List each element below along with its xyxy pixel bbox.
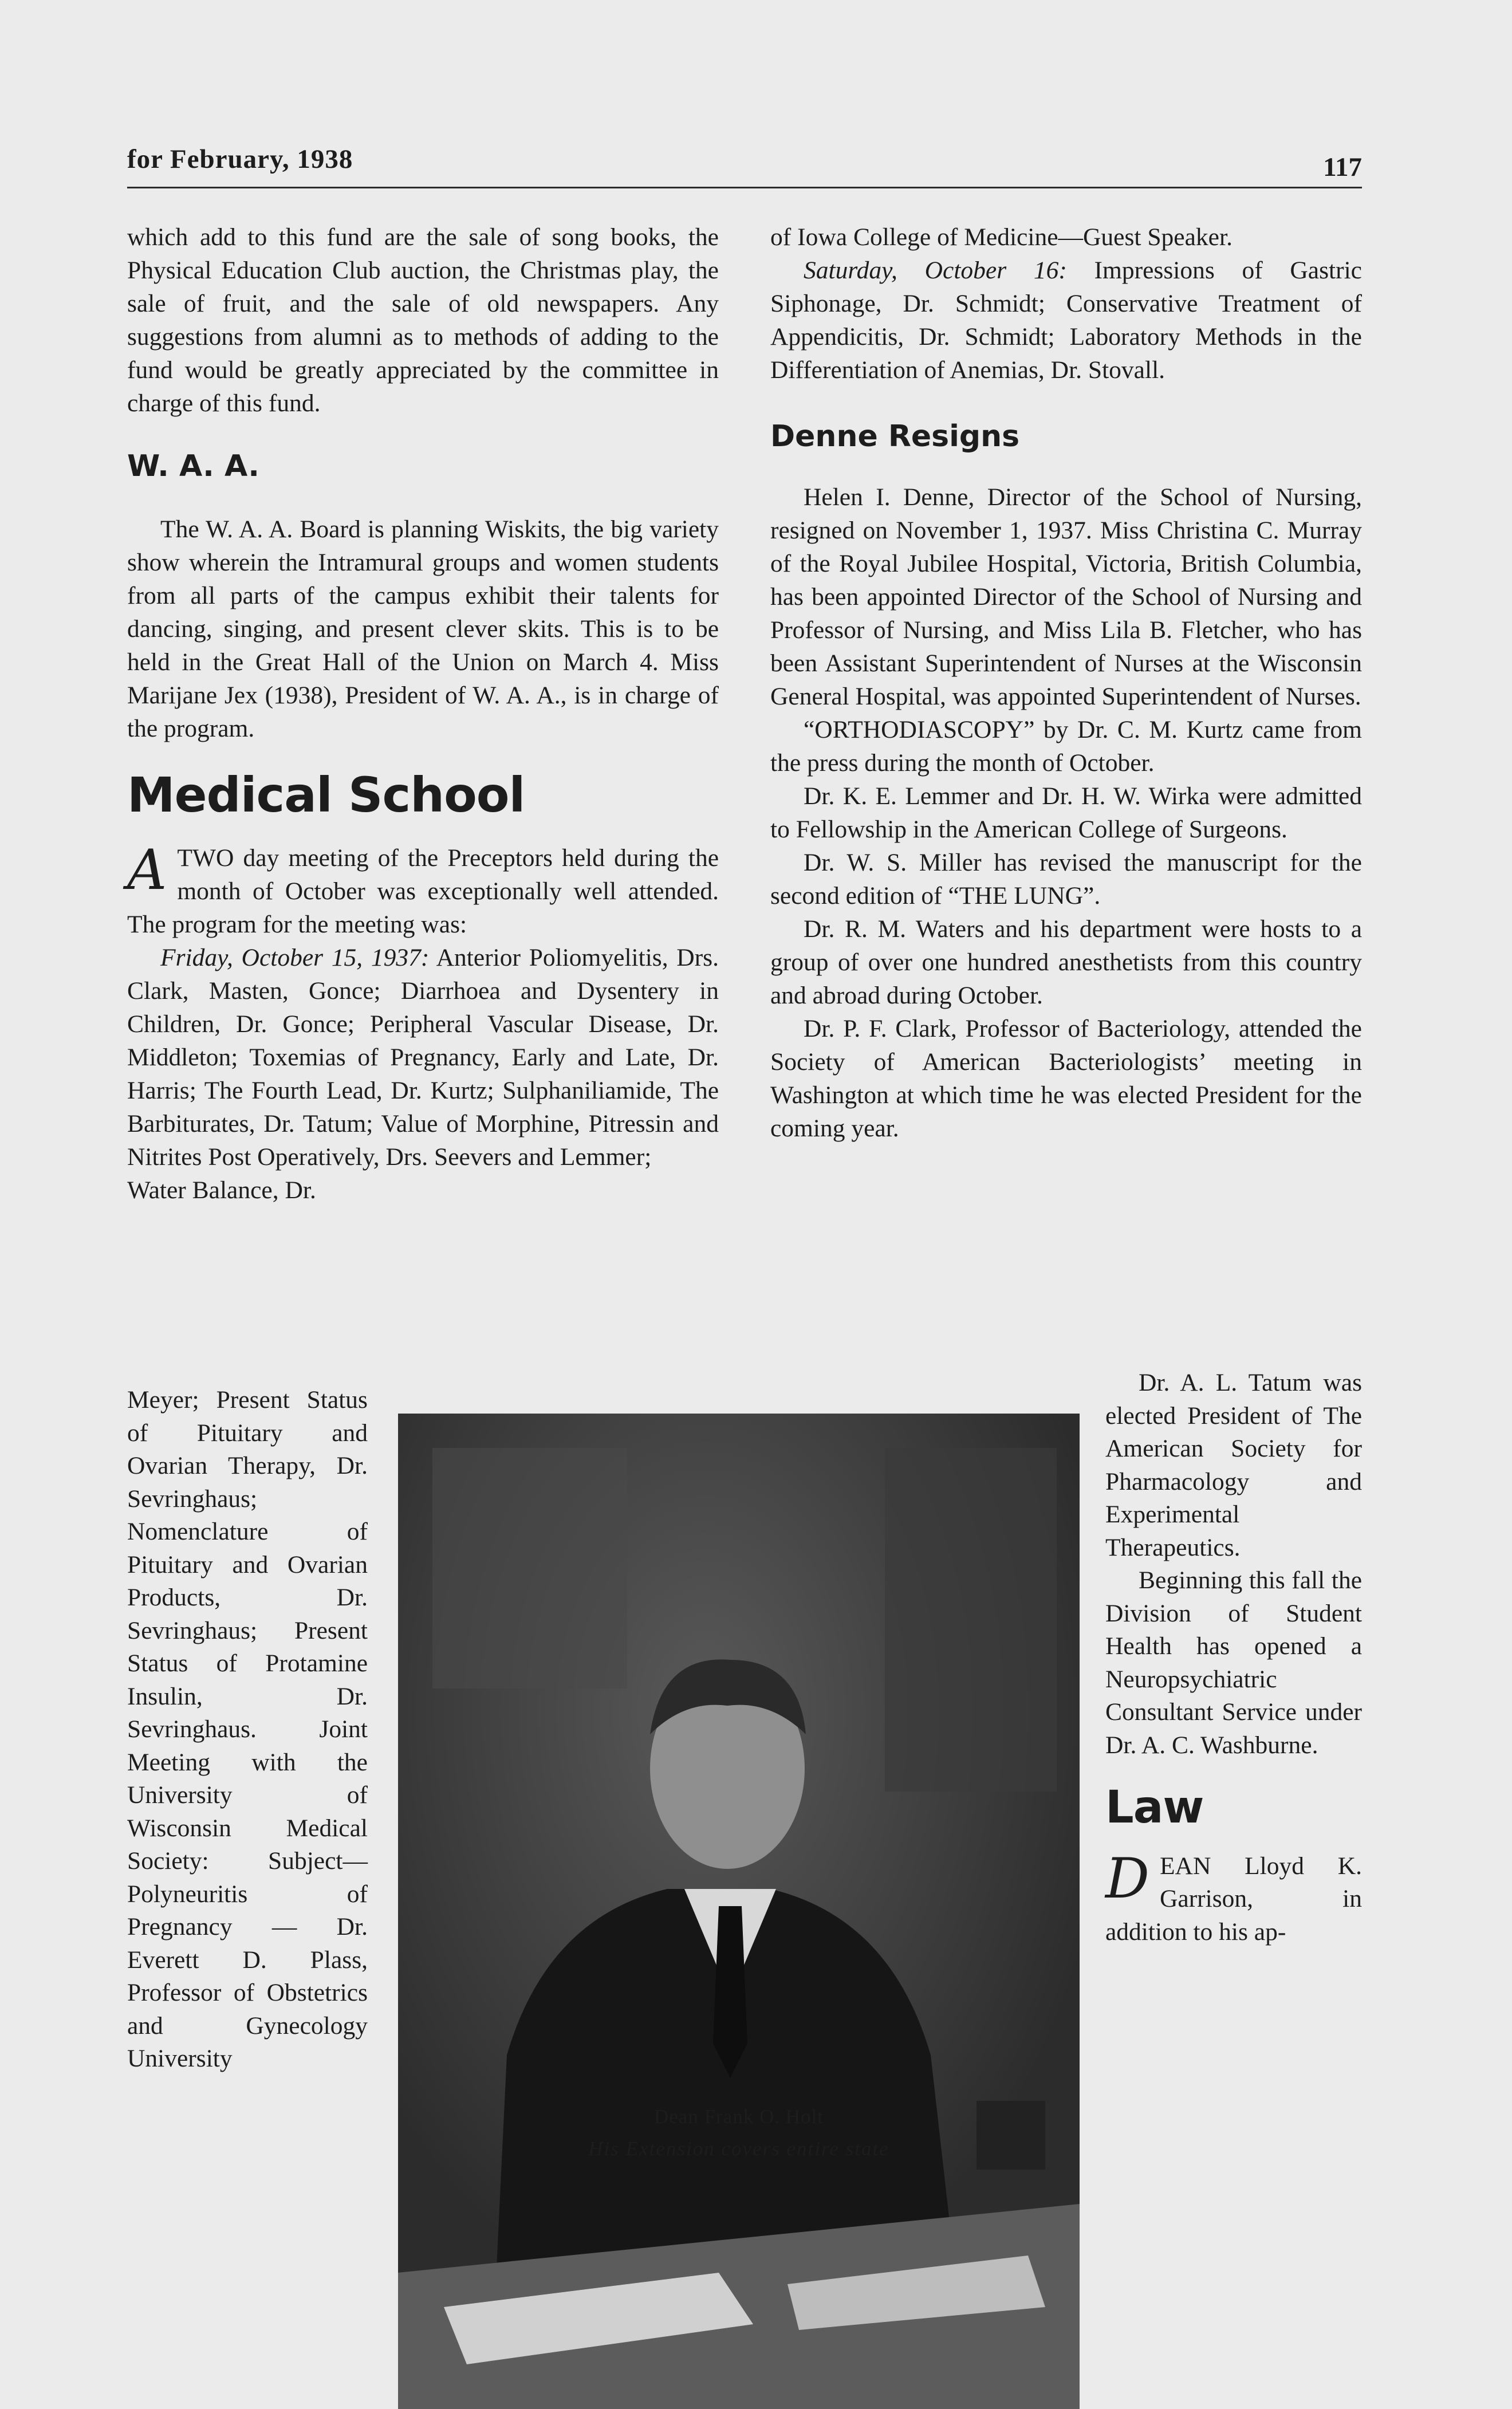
friday-text: Anterior Poliomyelitis, Drs. Clark, Masten, Gonce; Diarrhoea and Dysentery in Children, Dr. Gonce; Peripheral Vascular Disease, Dr. Middleton; Toxemias of Pregnancy, Early and Late, Dr. Harris; The Fourth Lead, Dr. Kurtz; Sulphaniliamide, The Barbiturates, Dr. Tatum; Value of Morphine, Pitressin and Nitrites Post Operatively, Drs. Seevers and Lemmer; (127, 944, 719, 1171)
photo-subcaption: His Extension covers entire state (588, 2138, 889, 2160)
law-paragraph: DEAN Lloyd K. Garrison, in addition to his ap- (1105, 1846, 1362, 1946)
waa-heading: W. A. A. (127, 449, 260, 483)
photo-image (398, 1414, 1080, 2409)
photo-dean-holt (398, 1414, 1080, 2409)
paragraph-denne: Helen I. Denne, Director of the School of Nursing, resigned on November 1, 1937. Miss Christina C. Murray of the Royal Jubilee Hospital, Victoria, British Columbia, has been appointed Director of the School of Nursing and Professor of Nursing, and Miss Lila B. Fletcher, who has been Assistant Superintendent of Nurses at the Wisconsin General Hospital, was appointed Superintendent of Nurses. (770, 483, 1362, 710)
saturday-text: Impressions of Gastric Siphonage, Dr. Schmidt; Conservative Treatment of Appendicitis, Dr. Schmidt; Laboratory Methods in the Differentiation of Anemias, Dr. Stovall. (770, 257, 1362, 384)
dropcap-d: D (1105, 1846, 1149, 1911)
paragraph-waters: Dr. R. M. Waters and his department were hosts to a group of over one hundred anesthetists from this country and abroad during October. (770, 915, 1362, 1009)
law-heading: Law (1105, 1782, 1204, 1833)
guest-speaker-line: of Iowa College of Medicine—Guest Speaker. (770, 223, 1233, 251)
photo-caption: Dean Frank O. Holt (653, 2105, 824, 2128)
paragraph-fellowship: Dr. K. E. Lemmer and Dr. H. W. Wirka were admitted to Fellowship in the American College of Surgeons. (770, 782, 1362, 843)
denne-paragraphs (770, 481, 1362, 1145)
medical-school-heading: Medical School (127, 767, 525, 823)
header-issue: for February, 1938 (127, 144, 353, 174)
paragraph-student-health: Beginning this fall the Division of Student Health has opened a Neuropsychiatric Consultant Service under Dr. A. C. Washburne. (1105, 1566, 1362, 1759)
dropcap-a: A (127, 838, 167, 902)
right-column-narrow (1105, 1367, 1362, 1949)
friday-cont-2: Meyer; Present Status of Pituitary and Ovarian Therapy, Dr. Sevringhaus; Nomenclature of Pituitary and Ovarian Products, Dr. Sevringhaus; Present Status of Protamine Insulin, Dr. Sevringhaus. Joint Meeting with the University of Wisconsin Medical Society: Subject—Polyneuritis of Pregnancy — Dr. Everett D. Plass, Professor of Obstetrics and Gynecology University (127, 1386, 368, 2072)
left-column-narrow (127, 1384, 368, 2076)
friday-label: Friday, October 15, 1937: (160, 944, 430, 971)
running-header (127, 139, 1362, 180)
waa-paragraph: The W. A. A. Board is planning Wiskits, the big variety show wherein the Intramural groups and women students from all parts of the campus exhibit their talents for dancing, singing, and present clever skits. This is to be held in the Great Hall of the Union on March 4. Miss Marijane Jex (1938), President of W. A. A., is in charge of the program. (127, 515, 719, 742)
page-number: 117 (1323, 152, 1362, 182)
paragraph-miller: Dr. W. S. Miller has revised the manuscript for the second edition of “THE LUNG”. (770, 849, 1362, 910)
left-column (127, 221, 719, 1207)
saturday-label: Saturday, October 16: (804, 257, 1067, 284)
denne-resigns-heading: Denne Resigns (770, 419, 1020, 454)
right-column (770, 221, 1362, 1145)
paragraph-orthodiascopy: “ORTHODIASCOPY” by Dr. C. M. Kurtz came from the press during the month of October. (770, 716, 1362, 777)
friday-program (127, 941, 719, 1174)
fund-paragraph: which add to this fund are the sale of song books, the Physical Education Club auction, the Christmas play, the sale of fruit, and the sale of old newspapers. Any suggestions from alumni as to methods of adding to the fund would be greatly appreciated by the committee in charge of this fund. (127, 223, 719, 417)
header-rule (127, 187, 1362, 188)
paragraph-tatum: Dr. A. L. Tatum was elected President of The American Society for Pharmacology and Experimental Therapeutics. (1105, 1369, 1362, 1561)
medical-intro: ATWO day meeting of the Preceptors held during the month of October was exceptionally well attended. The program for the meeting was: (127, 838, 719, 938)
friday-cont-1: Water Balance, Dr. (127, 1176, 316, 1204)
paragraph-clark: Dr. P. F. Clark, Professor of Bacteriology, attended the Society of American Bacteriologists’ meeting in Washington at which time he was elected President for the coming year. (770, 1015, 1362, 1142)
saturday-program (770, 254, 1362, 387)
